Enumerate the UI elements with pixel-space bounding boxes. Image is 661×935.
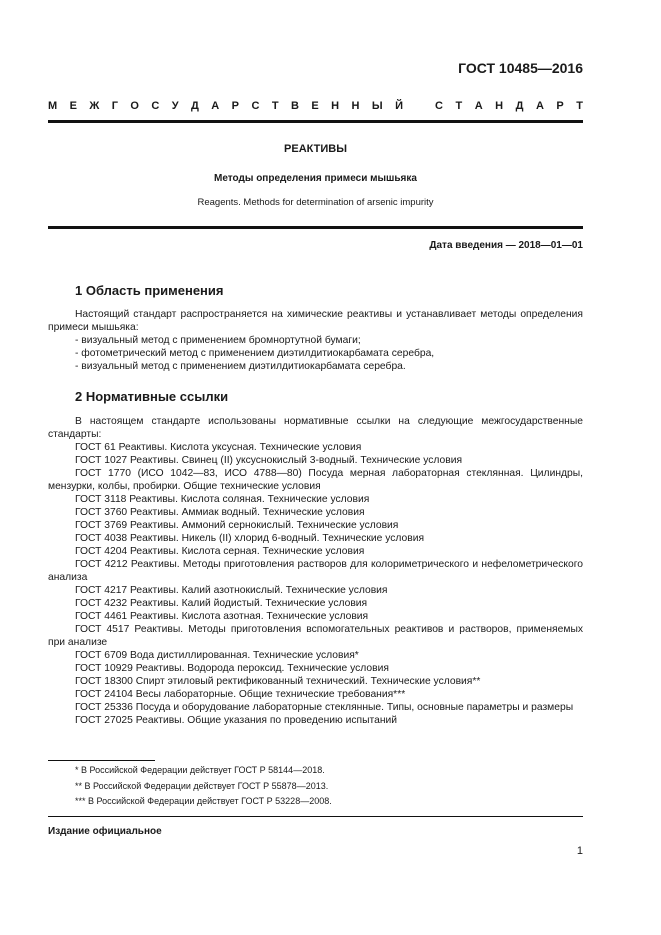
banner-letter: В bbox=[290, 100, 299, 112]
section-2-paragraph: В настоящем стандарте использованы нормативные ссылки на следующие межгосударственные стандарты: bbox=[48, 416, 583, 440]
reference-item: ГОСТ 4217 Реактивы. Калий азотнокислый. Технические условия bbox=[75, 585, 388, 596]
section-2-body bbox=[48, 415, 583, 727]
reference-item: ГОСТ 3760 Реактивы. Аммиак водный. Технические условия bbox=[75, 507, 365, 518]
reference-item: ГОСТ 27025 Реактивы. Общие указания по проведению испытаний bbox=[75, 715, 398, 726]
banner-letter: М bbox=[48, 100, 58, 112]
list-item: - фотометрический метод с применением диэтилдитиокарбамата серебра, bbox=[75, 348, 435, 359]
banner-letter: Д bbox=[515, 100, 524, 112]
reference-item: ГОСТ 25336 Посуда и оборудование лабораторные стеклянные. Типы, основные параметры и размеры bbox=[75, 702, 574, 713]
reference-item: ГОСТ 4461 Реактивы. Кислота азотная. Технические условия bbox=[75, 611, 369, 622]
section-1-paragraph: Настоящий стандарт распространяется на химические реактивы и устанавливает методы определения примеси мышьяка: bbox=[48, 309, 583, 333]
banner-letter: Н bbox=[331, 100, 340, 112]
document-subtitle: Методы определения примеси мышьяка bbox=[214, 173, 417, 184]
standard-number: ГОСТ 10485—2016 bbox=[458, 60, 583, 76]
reference-item: ГОСТ 3769 Реактивы. Аммоний сернокислый. Технические условия bbox=[75, 520, 399, 531]
reference-item: ГОСТ 18300 Спирт этиловый ректификованный технический. Технические условия** bbox=[75, 676, 481, 687]
footnote-rule bbox=[48, 760, 155, 761]
banner-letter: Й bbox=[395, 100, 403, 112]
footnote-1: * В Российской Федерации действует ГОСТ Р 58144—2018. bbox=[75, 765, 325, 775]
page-number: 1 bbox=[576, 845, 583, 857]
reference-item: ГОСТ 6709 Вода дистиллированная. Технические условия* bbox=[75, 650, 359, 661]
banner-letter: Ж bbox=[89, 100, 100, 112]
banner-letter: Е bbox=[311, 100, 319, 112]
banner-letter: Р bbox=[556, 100, 564, 112]
banner-letter: А bbox=[535, 100, 544, 112]
list-item: - визуальный метод с применением диэтилдитиокарбамата серебра. bbox=[75, 361, 406, 372]
banner-letter: Т bbox=[576, 100, 583, 112]
banner-letter: С bbox=[435, 100, 443, 112]
reference-item: ГОСТ 4517 Реактивы. Методы приготовления вспомогательных реактивов и растворов, применяемых при анализе bbox=[48, 624, 583, 648]
reference-item: ГОСТ 4038 Реактивы. Никель (II) хлорид 6-водный. Технические условия bbox=[75, 533, 425, 544]
header-rule bbox=[48, 120, 583, 123]
english-title: Reagents. Methods for determination of arsenic impurity bbox=[197, 197, 434, 208]
reference-item: ГОСТ 4212 Реактивы. Методы приготовления растворов для колориметрического и нефелометрического анализа bbox=[48, 559, 583, 583]
footnote-2: ** В Российской Федерации действует ГОСТ Р 55878—2013. bbox=[75, 781, 329, 791]
reference-item: ГОСТ 10929 Реактивы. Водорода пероксид. Технические условия bbox=[75, 663, 389, 674]
reference-item: ГОСТ 4232 Реактивы. Калий йодистый. Технические условия bbox=[75, 598, 368, 609]
banner-letter: Е bbox=[69, 100, 77, 112]
date-of-introduction: Дата введения — 2018—01—01 bbox=[429, 240, 583, 251]
section-2-heading: 2 Нормативные ссылки bbox=[75, 389, 229, 404]
banner-letter: Д bbox=[191, 100, 199, 112]
title-rule bbox=[48, 226, 583, 229]
banner-word-2 bbox=[435, 100, 583, 112]
reference-item: ГОСТ 61 Реактивы. Кислота уксусная. Технические условия bbox=[75, 442, 362, 453]
document-title: РЕАКТИВЫ bbox=[284, 143, 347, 155]
reference-item: ГОСТ 1770 (ИСО 1042—83, ИСО 4788—80) Посуда мерная лабораторная стеклянная. Цилиндры, мензурки, колбы, пробирки. Общие технические условия bbox=[48, 468, 583, 492]
banner-letter: С bbox=[151, 100, 160, 112]
reference-item: ГОСТ 4204 Реактивы. Кислота серная. Технические условия bbox=[75, 546, 365, 557]
banner-word-1 bbox=[48, 100, 403, 112]
reference-item: ГОСТ 1027 Реактивы. Свинец (II) уксуснокислый 3-водный. Технические условия bbox=[75, 455, 463, 466]
footer-rule bbox=[48, 816, 583, 817]
reference-item: ГОСТ 24104 Весы лабораторные. Общие технические требования*** bbox=[75, 689, 406, 700]
banner-letter: Г bbox=[111, 100, 118, 112]
banner-letter: А bbox=[474, 100, 483, 112]
banner-letter: Н bbox=[495, 100, 504, 112]
reference-item: ГОСТ 3118 Реактивы. Кислота соляная. Технические условия bbox=[75, 494, 370, 505]
section-1-body bbox=[48, 308, 583, 373]
section-1-heading: 1 Область применения bbox=[75, 283, 224, 298]
footnote-3: *** В Российской Федерации действует ГОСТ Р 53228—2008. bbox=[75, 796, 332, 806]
banner-letter: Т bbox=[271, 100, 279, 112]
interstate-standard-banner bbox=[48, 100, 583, 112]
official-edition-label: Издание официальное bbox=[48, 826, 162, 837]
banner-letter: Н bbox=[351, 100, 360, 112]
banner-letter: А bbox=[211, 100, 220, 112]
banner-letter: У bbox=[171, 100, 179, 112]
banner-letter: С bbox=[251, 100, 260, 112]
banner-letter: Т bbox=[455, 100, 463, 112]
banner-letter: Ы bbox=[371, 100, 383, 112]
banner-letter: О bbox=[130, 100, 139, 112]
list-item: - визуальный метод с применением бромнортутной бумаги; bbox=[75, 335, 361, 346]
banner-letter: Р bbox=[231, 100, 240, 112]
